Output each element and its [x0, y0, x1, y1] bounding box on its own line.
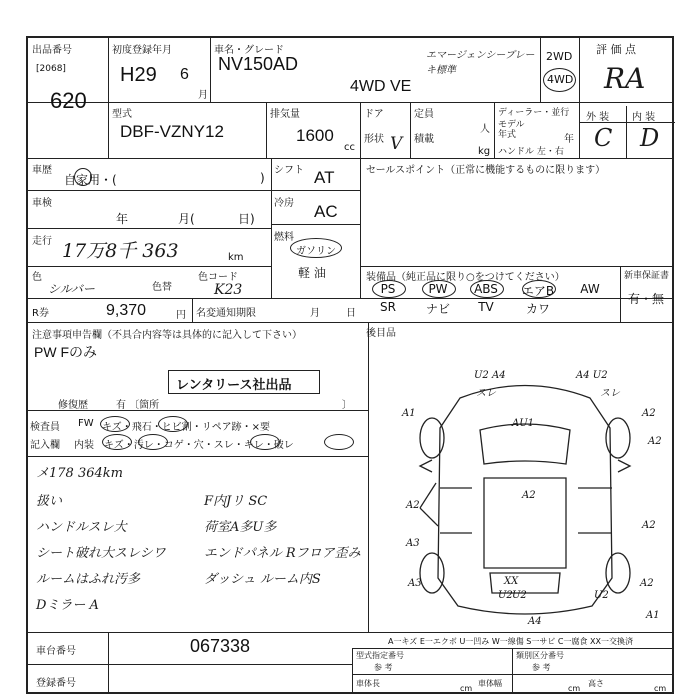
- ref-2: 参 考: [532, 663, 551, 672]
- cm-3: cm: [654, 684, 667, 693]
- length-label: 車体長: [356, 679, 380, 688]
- equipment-item-4: AW: [580, 282, 600, 296]
- handle-label: ハンドル 左・右: [498, 147, 564, 157]
- mileage-unit: km: [228, 252, 244, 263]
- recycle-value: 9,370: [106, 302, 147, 319]
- handwritten-note-7: 荷室A多U多: [204, 520, 277, 535]
- damage-label-11: A3: [406, 538, 420, 549]
- int-label: 内 装: [632, 112, 656, 123]
- damage-label-15: U2: [512, 590, 527, 601]
- equipment-item-b-3: カワ: [525, 302, 550, 316]
- dealer-label: ディーラー・並行: [498, 108, 570, 118]
- history-value: 自家用・(: [64, 173, 117, 187]
- repair-value: 有 〔箇所: [116, 400, 160, 411]
- shape-value: V: [390, 134, 403, 154]
- notice-day: 日: [346, 308, 356, 319]
- rear-seat-label: 後目品: [366, 328, 396, 339]
- equipment-item-b-2: TV: [478, 300, 494, 314]
- mileage-value: 17万8千 363: [62, 240, 179, 262]
- damage-label-14: XX: [504, 576, 519, 587]
- color-code-value: K23: [214, 282, 243, 298]
- fuel-options: ガソリン: [296, 246, 336, 257]
- equipment-item-0: PS: [380, 282, 396, 296]
- ext-grade: C: [594, 124, 613, 152]
- damage-label-5: A2: [642, 408, 656, 419]
- width-label: 車体幅: [478, 679, 502, 688]
- history-label: 車歴: [32, 165, 52, 176]
- damage-label-13: A2: [640, 578, 654, 589]
- cm-2: cm: [568, 684, 581, 693]
- equipment-circle-0: [372, 280, 406, 298]
- warranty-value: 有・無: [628, 292, 665, 306]
- sales-point-label: セールスポイント（正常に機能するものに限ります）: [366, 165, 606, 176]
- handwritten-note-5: Dミラー A: [36, 598, 99, 613]
- warranty-label: 新車保証書: [624, 271, 670, 281]
- disp-label: 排気量: [270, 109, 300, 120]
- fw-items: キズ・飛石・ヒビ割・リペア跡・×要: [102, 422, 270, 433]
- equipment-item-2: ABS: [474, 282, 498, 296]
- grade: 4WD VE: [350, 78, 412, 95]
- capacity-unit: 人: [480, 124, 490, 135]
- color-code-label: 色コード: [198, 272, 238, 283]
- shift-label: シフト: [274, 165, 304, 176]
- score-label: 評 価 点: [596, 43, 636, 56]
- ext-label: 外 装: [586, 112, 610, 123]
- class-label: 類別区分番号: [516, 651, 564, 660]
- equipment-item-b-0: SR: [380, 300, 396, 314]
- damage-label-0: U2 A4: [474, 370, 506, 381]
- model-label: 車名・グレード: [214, 45, 284, 56]
- score-value: RA: [604, 62, 646, 95]
- lot-label: 出品番号: [32, 45, 72, 56]
- equipment-item-b-1: ナビ: [425, 302, 450, 316]
- equipment-item-3: エアB: [521, 284, 555, 298]
- shape-label: 形状: [364, 134, 384, 145]
- color-change-label: 色替: [152, 282, 172, 293]
- height-label: 高さ: [588, 679, 604, 688]
- damage-label-4: A1: [402, 408, 416, 419]
- int-items: キズ・汚レ・コゲ・穴・スレ・キレ・破レ: [104, 440, 294, 451]
- handwritten-note-9: ダッシュ ルーム内S: [204, 572, 321, 587]
- damage-label-12: A3: [408, 578, 422, 589]
- equipment-circle-1: [422, 280, 456, 298]
- chassis-label: 車台番号: [36, 646, 76, 657]
- handwritten-note-0: メ178 364km: [36, 466, 123, 481]
- fuel-value: 軽 油: [298, 266, 326, 280]
- equipment-circle-2: [470, 280, 504, 298]
- damage-label-9: A2: [642, 520, 656, 531]
- drive-4wd: 4WD: [547, 73, 574, 86]
- history-close: ): [260, 171, 265, 185]
- model-year-label: モデル年式: [498, 120, 525, 140]
- type-value: DBF-VZNY12: [120, 122, 224, 141]
- repair-close: 〕: [342, 400, 352, 411]
- handwritten-note-6: F内Jリ SC: [204, 494, 268, 509]
- era-year: H29: [120, 64, 157, 86]
- ref-1: 参 考: [374, 663, 393, 672]
- reg-label: 登録番号: [36, 678, 76, 689]
- auction-sheet: [26, 36, 674, 694]
- handwritten-note-3: シート破れ大スレシワ: [36, 546, 166, 561]
- drive-2wd: 2WD: [546, 50, 573, 63]
- door-label: ドア: [364, 109, 384, 120]
- aircon-label: 冷房: [274, 198, 294, 209]
- disp-unit: cc: [344, 142, 355, 153]
- damage-legend: A一キズ E一エクボ U一凹み W一線傷 S一サビ C一腐食 XX一交換済: [388, 637, 634, 646]
- shaken-day: 日): [238, 212, 255, 226]
- repair-label: 修復歴: [58, 400, 88, 411]
- lot-sub: [2068]: [36, 64, 66, 74]
- load-label: 積載: [414, 134, 434, 145]
- damage-label-16: U2: [594, 590, 609, 601]
- handwritten-note-2: ハンドルスレ大: [36, 520, 127, 535]
- damage-label-1: A4 U2: [576, 370, 608, 381]
- fw-label: FW: [78, 418, 94, 429]
- equipment-label: 装備品（純正品に限り○をつけてください）: [366, 272, 565, 283]
- handwritten-note-1: 扱い: [36, 494, 63, 509]
- handwritten-note-4: ルームはふれ汚多: [36, 572, 141, 587]
- load-unit: kg: [478, 146, 491, 157]
- first-reg-label: 初度登録年月: [112, 45, 172, 56]
- grade-note: エマージェンシーブレーキ標準: [426, 50, 535, 76]
- damage-label-2: スレ: [476, 388, 496, 399]
- fuel-label: 燃料: [274, 232, 294, 243]
- shift-value: AT: [314, 168, 335, 187]
- damage-label-3: スレ: [600, 388, 620, 399]
- notes-label: 注意事項申告欄（不具合内容等は具体的に記入して下さい）: [32, 330, 302, 341]
- handwritten-note-8: エンドパネル Rフロア歪み: [204, 546, 361, 561]
- notice-label: 名変通知期限: [196, 308, 256, 319]
- notes-line1: PW Fのみ: [34, 344, 97, 360]
- damage-label-8: A2: [522, 490, 536, 501]
- reg-month-unit: 月: [198, 90, 208, 101]
- damage-label-6: AU1: [512, 418, 535, 429]
- type-label: 型式: [112, 109, 132, 120]
- int-grade: D: [640, 124, 660, 152]
- inspector-label-2: 記入欄: [30, 440, 60, 451]
- chassis-value: 067338: [190, 636, 251, 656]
- damage-label-17: A4: [528, 616, 542, 627]
- damage-label-18: A1: [646, 610, 660, 621]
- shaken-month: 月(: [178, 212, 195, 226]
- mileage-label: 走行: [32, 236, 52, 247]
- recycle-label: R券: [32, 308, 49, 319]
- color-value: シルバー: [48, 282, 95, 296]
- damage-label-7: A2: [406, 500, 420, 511]
- type-spec-label: 型式指定番号: [356, 651, 404, 660]
- equipment-item-1: PW: [428, 282, 448, 296]
- inspector-label-1: 検査員: [30, 422, 60, 433]
- damage-label-10: A2: [648, 436, 662, 447]
- cm-1: cm: [460, 684, 473, 693]
- color-label: 色: [32, 272, 42, 283]
- shaken-label: 車検: [32, 198, 52, 209]
- recycle-unit: 円: [176, 310, 186, 321]
- int-items-label: 内装: [74, 440, 94, 451]
- notice-month: 月: [310, 308, 320, 319]
- equipment-circle-3: [522, 280, 556, 298]
- shaken-year: 年: [116, 212, 129, 226]
- reg-month: 6: [180, 66, 189, 83]
- rental-stamp-text: レンタリース社出品: [176, 378, 292, 393]
- disp-value: 1600: [296, 126, 334, 145]
- year-unit: 年: [564, 134, 574, 145]
- aircon-value: AC: [314, 202, 338, 221]
- model-name: NV150AD: [218, 54, 299, 74]
- lot-number: 620: [50, 88, 87, 113]
- capacity-label: 定員: [414, 109, 434, 120]
- damage-label-19: U2: [498, 590, 513, 601]
